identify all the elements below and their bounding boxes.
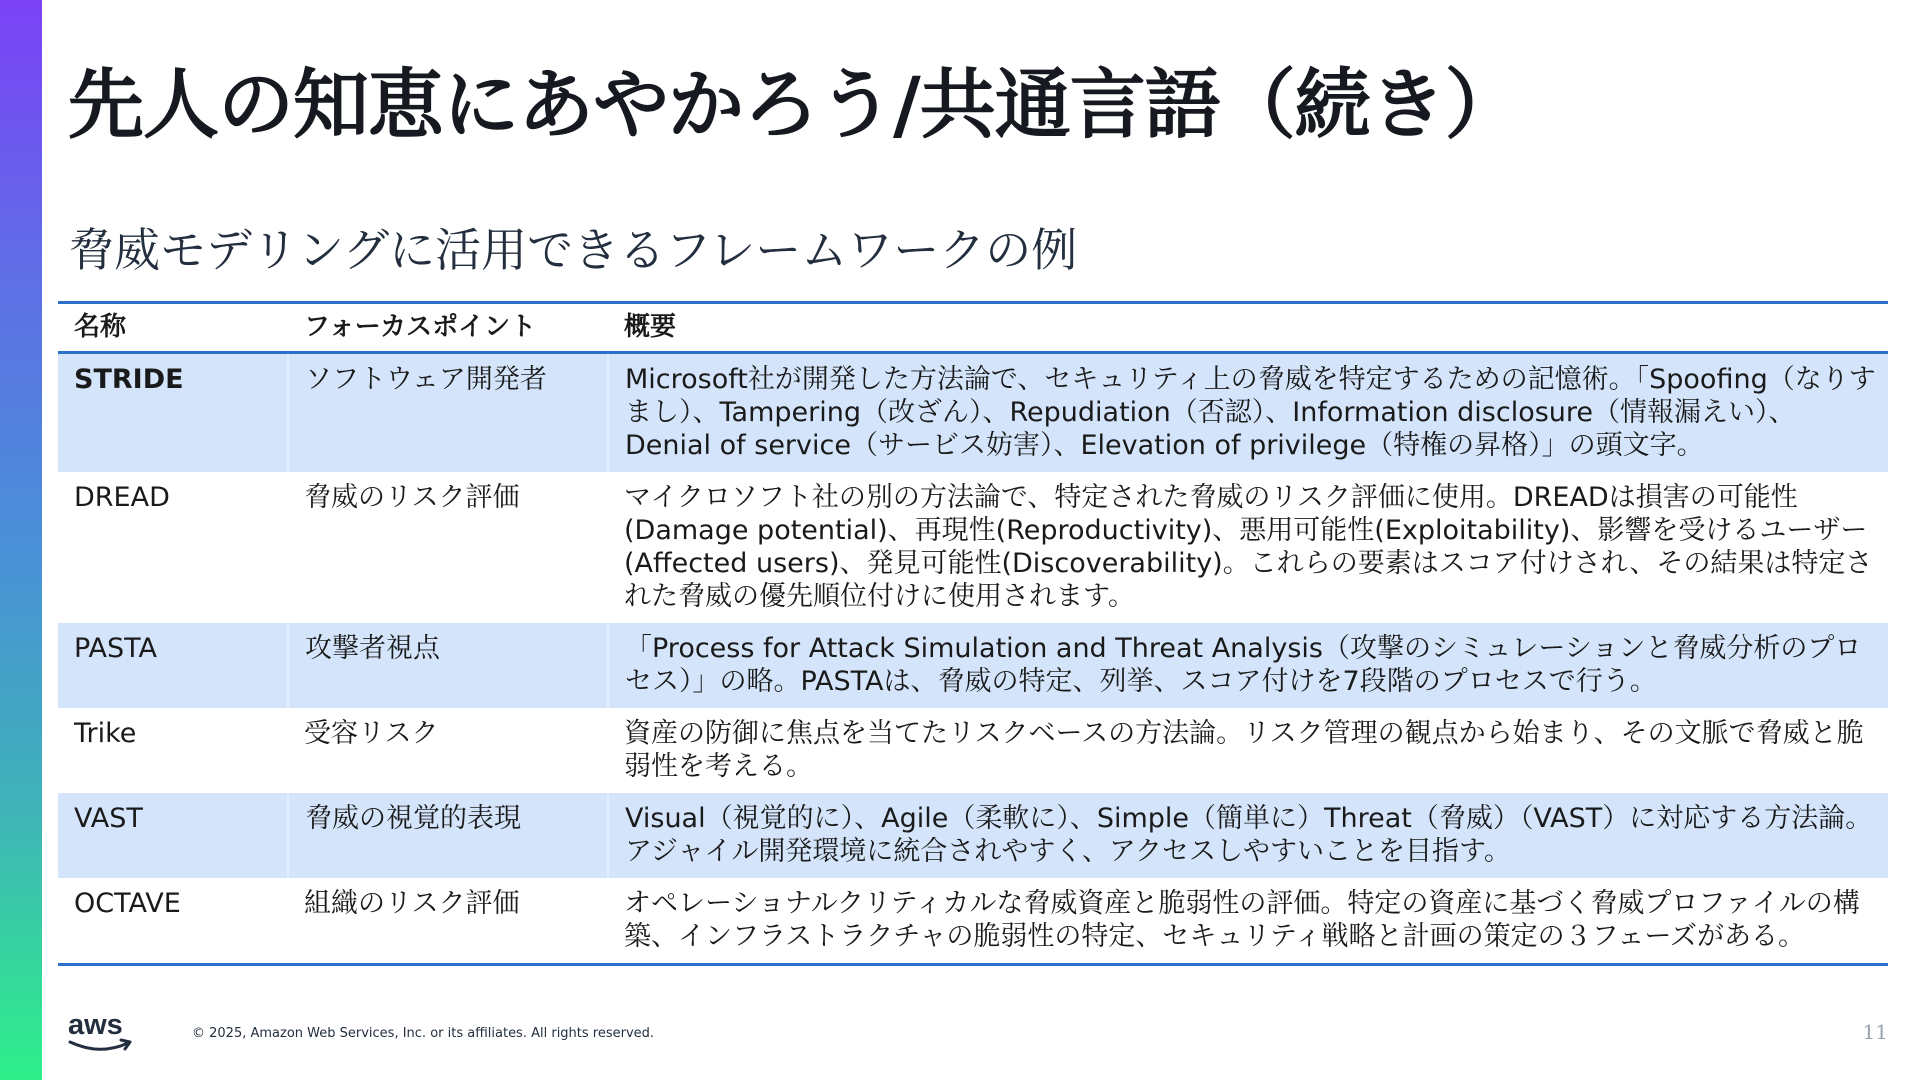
framework-name: DREAD: [74, 482, 170, 513]
table-header-row: [58, 303, 1888, 353]
framework-summary: 「Process for Attack Simulation and Threat Analysis（攻撃のシミュレーションと脅威分析のプロセス）」の略。PASTAは、脅威の特定、列挙、スコア付けを7段階のプロセスで行う。: [608, 623, 1888, 708]
framework-name: STRIDE: [58, 353, 288, 473]
framework-focus: 受容リスク: [304, 718, 439, 749]
copyright-notice: © 2025, Amazon Web Services, Inc. or its affiliates. All rights reserved.: [192, 1026, 655, 1041]
framework-focus: 脅威のリスク評価: [304, 482, 520, 513]
table-row-stride: [58, 353, 1888, 473]
slide-subtitle: 脅威モデリングに活用できるフレームワークの例: [68, 223, 1078, 277]
page-number: 11: [1862, 1020, 1888, 1044]
aws-logo-text: aws: [68, 1010, 123, 1041]
table-row-pasta: [58, 623, 1888, 708]
framework-focus: ソフトウェア開発者: [288, 353, 608, 473]
framework-focus: 組織のリスク評価: [288, 878, 608, 965]
header-summary: 概要: [608, 303, 1888, 353]
framework-summary: 資産の防御に焦点を当てたリスクベースの方法論。リスク管理の観点から始まり、その文脈で脅威と脆弱性を考える。: [624, 718, 1864, 782]
framework-name: PASTA: [58, 623, 288, 708]
header-focus: フォーカスポイント: [288, 303, 608, 353]
table-row-octave: [58, 878, 1888, 965]
framework-summary: Microsoft社が開発した方法論で、セキュリティ上の脅威を特定するための記憶術。「Spoofing（なりすまし）、Tampering（改ざん）、Repudiation（否認）、Information disclosure（情報漏えい）、Denial of service（サービス妨害）、Elevation of privilege（特権の昇格）」の頭文字。: [608, 353, 1888, 473]
framework-focus: 脅威の視覚的表現: [288, 793, 608, 878]
gradient-accent-bar: [0, 0, 42, 1080]
framework-name: Trike: [74, 718, 137, 749]
framework-summary: マイクロソフト社の別の方法論で、特定された脅威のリスク評価に使用。DREADは損害の可能性(Damage potential)、再現性(Reproductivity)、悪用可能性(Exploitability)、影響を受けるユーザー(Affected users)、発見可能性(Discoverability)。これらの要素はスコア付けされ、その結果は特定された脅威の優先順位付けに使用されます。: [624, 482, 1873, 612]
framework-summary: Visual（視覚的に）、Agile（柔軟に）、Simple（簡単に）Threat（脅威）（VAST）に対応する方法論。アジャイル開発環境に統合されやすく、アクセスしやすいことを目指す。: [608, 793, 1888, 878]
framework-summary: オペレーショナルクリティカルな脅威資産と脆弱性の評価。特定の資産に基づく脅威プロファイルの構築、インフラストラクチャの脆弱性の特定、セキュリティ戦略と計画の策定の３フェーズがある。: [608, 878, 1888, 965]
framework-name: OCTAVE: [58, 878, 288, 965]
slide-title: 先人の知恵にあやかろう/共通言語（続き）: [68, 60, 1520, 149]
framework-focus: 攻撃者視点: [288, 623, 608, 708]
aws-smile-icon: [70, 1042, 128, 1049]
framework-table: [58, 301, 1888, 966]
table-row-dread: [58, 472, 1888, 623]
header-name: 名称: [58, 303, 288, 353]
framework-name: VAST: [58, 793, 288, 878]
table-row-vast: [58, 793, 1888, 878]
aws-logo-icon: [66, 1010, 138, 1058]
table-row-trike: [58, 708, 1888, 793]
